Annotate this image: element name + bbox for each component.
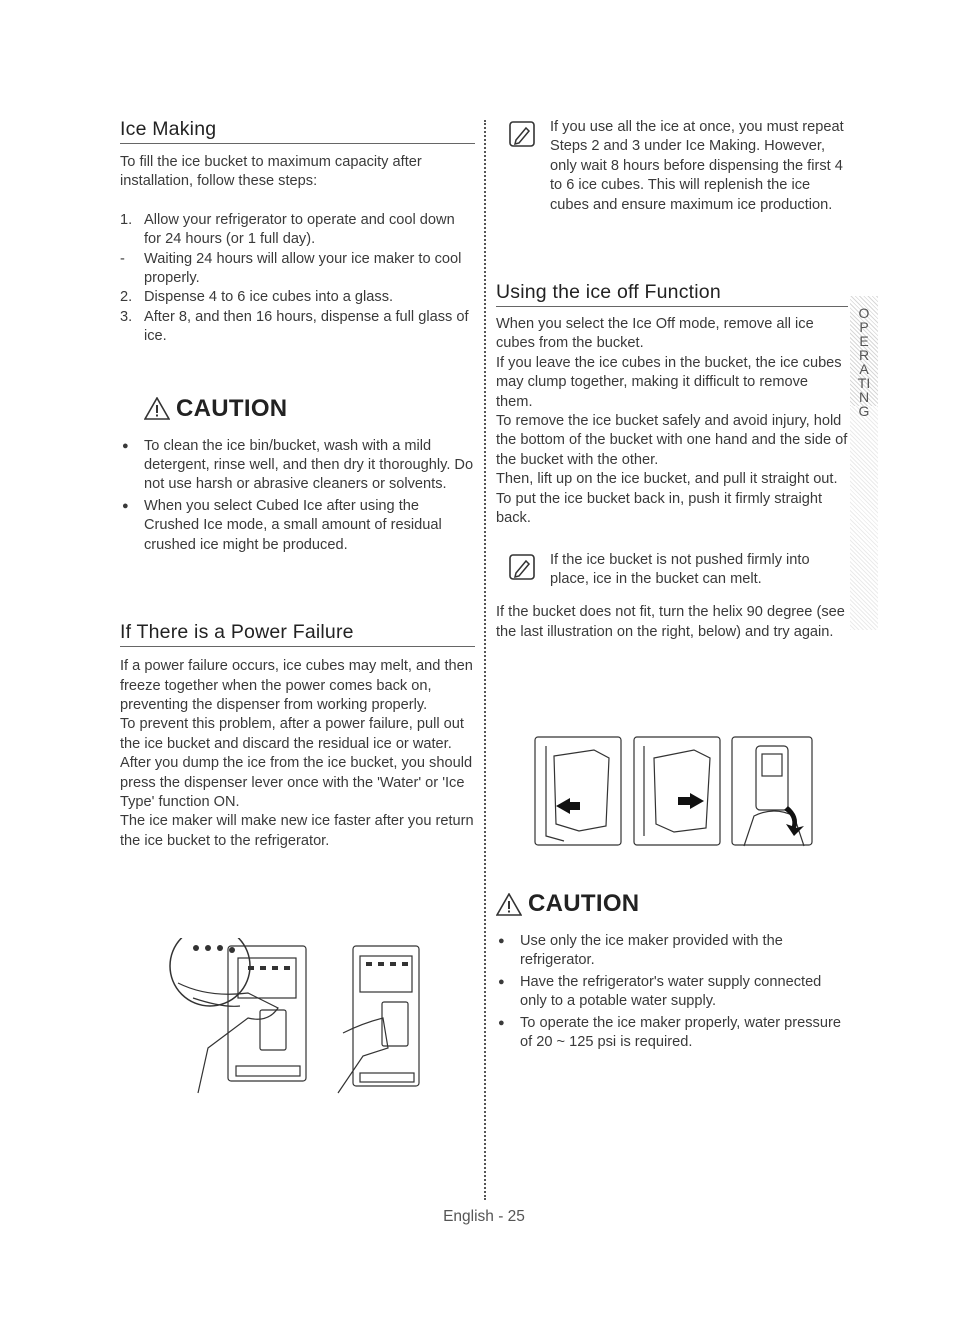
ice-off-body: When you select the Ice Off mode, remove all ice cubes from the bucket. If you leave the ice cubes in the bucket, the ice cubes may clump together, making it difficult to remove them. To remove the ice bucket safely and avoid injury, hold the bottom of the bucket with one hand and the side of the bucket with the other. Then, lift up on the ice bucket, and pull it straight out. To put the ice bucket back in, push it firmly straight back. [496, 316, 848, 527]
side-tab-label: OPERATING [857, 305, 871, 419]
ice-bucket-removal-illustration [534, 736, 814, 848]
note-block: If you use all the ice at once, you must repeat Steps 2 and 3 under Ice Making. However, only wait 8 hours before dispensing the first 4 to 6 ice cubes. This will replenish the ice cubes and ensure maximum ice production. [496, 118, 848, 215]
power-failure-heading: If There is a Power Failure [120, 621, 475, 647]
caution-item: ● To operate the ice maker properly, water pressure of 20 ~ 125 psi is required. [498, 1014, 841, 1051]
left-column [120, 118, 475, 851]
caution-heading: CAUTION [144, 395, 475, 423]
caution-item: ● Use only the ice maker provided with the refrigerator. [498, 933, 783, 969]
step-item: 3. After 8, and then 16 hours, dispense a full glass of ice. [120, 308, 469, 345]
warning-triangle-icon [144, 397, 170, 420]
ice-making-intro: To fill the ice bucket to maximum capacity after installation, follow these steps: [120, 154, 422, 190]
ice-making-steps [120, 211, 475, 347]
step-item: 1. Allow your refrigerator to operate and cool down for 24 hours (or 1 full day). [120, 211, 455, 248]
step-item: - Waiting 24 hours will allow your ice maker to cool properly. [120, 250, 462, 287]
ice-making-heading: Ice Making [120, 118, 475, 144]
column-divider [484, 120, 486, 1200]
page-footer: English - 25 [443, 1208, 525, 1225]
dispenser-illustration [168, 938, 428, 1098]
right-column [496, 118, 848, 642]
step-item: 2. Dispense 4 to 6 ice cubes into a glass. [120, 289, 394, 306]
caution-item: ● When you select Cubed Ice after using the Crushed Ice mode, a small amount of residual crushed ice might be produced. [122, 497, 442, 553]
note-pencil-icon [508, 553, 536, 581]
caution-item: ● Have the refrigerator's water supply connected only to a potable water supply. [498, 973, 822, 1010]
helix-instruction: If the bucket does not fit, turn the helix 90 degree (see the last illustration on the right, below) and try again. [496, 604, 845, 640]
caution-list [120, 437, 475, 555]
caution-item: ● To clean the ice bin/bucket, wash with a mild detergent, rinse well, and then dry it thoroughly. Do not use harsh or abrasive cleaners or solvents. [122, 437, 474, 493]
warning-triangle-icon [496, 893, 522, 916]
side-tab-fade [850, 406, 878, 630]
caution-heading: CAUTION [496, 890, 848, 918]
ice-off-heading: Using the ice off Function [496, 281, 848, 307]
note-pencil-icon [508, 120, 536, 148]
right-caution [496, 890, 848, 1052]
note-block: If the ice bucket is not pushed firmly into place, ice in the bucket can melt. [496, 551, 848, 590]
caution-list [496, 932, 848, 1052]
power-failure-body: If a power failure occurs, ice cubes may melt, and then freeze together when the power comes back on, preventing the dispenser from working properly. To prevent this problem, after a power failure, pull out the ice bucket and discard the residual ice or water. After you dump the ice from the ice bucket, you should press the dispenser lever once with the 'Water' or 'Ice Type' function ON. The ice maker will make new ice faster after you return the ice bucket to the refrigerator. [120, 658, 474, 849]
